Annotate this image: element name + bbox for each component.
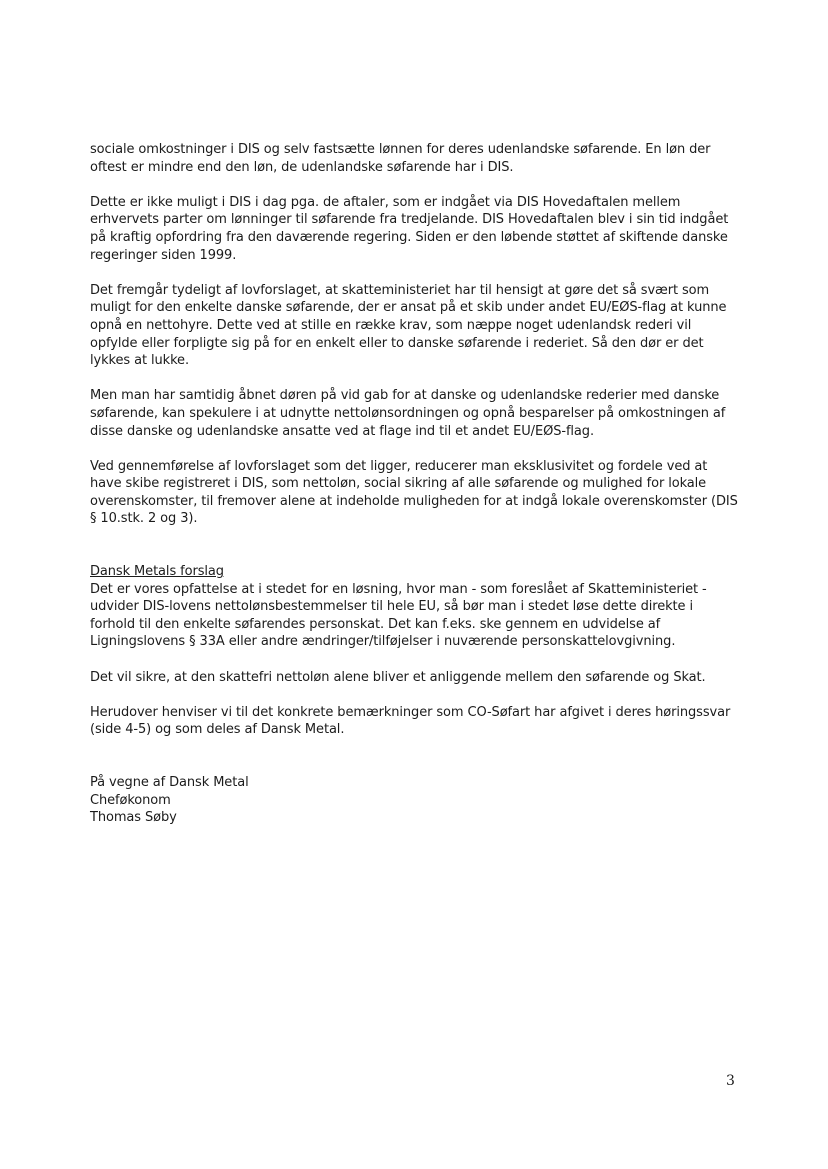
signature-title: Cheføkonom xyxy=(90,792,171,808)
section-paragraph-3: Herudover henviser vi til det konkrete bemærkninger som CO-Søfart har afgivet i deres høringssvar (side 4-5) og som deles af Dansk Metal. xyxy=(90,704,731,738)
section-paragraph-2: Det vil sikre, at den skattefri nettoløn alene bliver et anliggende mellem den søfarende og Skat. xyxy=(90,669,706,685)
page-number: 3 xyxy=(726,1073,735,1089)
paragraph-2: Dette er ikke muligt i DIS i dag pga. de aftaler, som er indgået via DIS Hovedaftalen mellem erhvervets parter om lønninger til søfarende fra tredjelande. DIS Hovedaftalen blev i sin tid indgået på kraftig opfordring fra den daværende regering. Siden er den løbende støttet af skiftende danske regeringer siden 1999. xyxy=(90,194,729,263)
signature-organization: På vegne af Dansk Metal xyxy=(90,775,249,790)
section-heading: Dansk Metals forslag xyxy=(90,564,224,580)
signature-name: Thomas Søby xyxy=(90,810,177,826)
paragraph-3: Det fremgår tydeligt af lovforslaget, at skatteministeriet har til hensigt at gøre det så svært som muligt for den enkelte danske søfarende, der er ansat på et skib under andet EU/EØS-flag at kunne opnå en nettohyre. Dette ved at stille en række krav, som næppe noget udenlandsk rederi vil opfylde eller forpligte sig på for en enkelt eller to danske søfarende i rederiet. Så den dør er det lykkes at lukke. xyxy=(90,282,727,369)
signature-block xyxy=(90,774,738,827)
section-paragraph-1: Det er vores opfattelse at i stedet for en løsning, hvor man - som foreslået af Skatteministeriet - udvider DIS-lovens nettolønsbestemmelser til hele EU, så bør man i stedet løse dette direkte i forhold til den enkelte søfarendes personskat. Det kan f.eks. ske gennem en udvidelse af Ligningslovens § 33A eller andre ændringer/tilføjelser i nuværende personskattelovgivning. xyxy=(90,581,707,650)
paragraph-1: sociale omkostninger i DIS og selv fastsætte lønnen for deres udenlandske søfarende. En løn der oftest er mindre end den løn, de udenlandske søfarende har i DIS. xyxy=(90,142,711,175)
paragraph-5: Ved gennemførelse af lovforslaget som det ligger, reducerer man eksklusivitet og fordele ved at have skibe registreret i DIS, som nettoløn, social sikring af alle søfarende og mulighed for lokale overenskomster, til fremover alene at indeholde muligheden for at indgå lokale overenskomster (DIS § 10.stk. 2 og 3). xyxy=(90,458,738,527)
paragraph-4: Men man har samtidig åbnet døren på vid gab for at danske og udenlandske rederier med danske søfarende, kan spekulere i at udnytte nettolønsordningen og opnå besparelser på omkostningen af disse danske og udenlandske ansatte ved at flage ind til et andet EU/EØS-flag. xyxy=(90,388,726,439)
document-body xyxy=(90,141,738,827)
